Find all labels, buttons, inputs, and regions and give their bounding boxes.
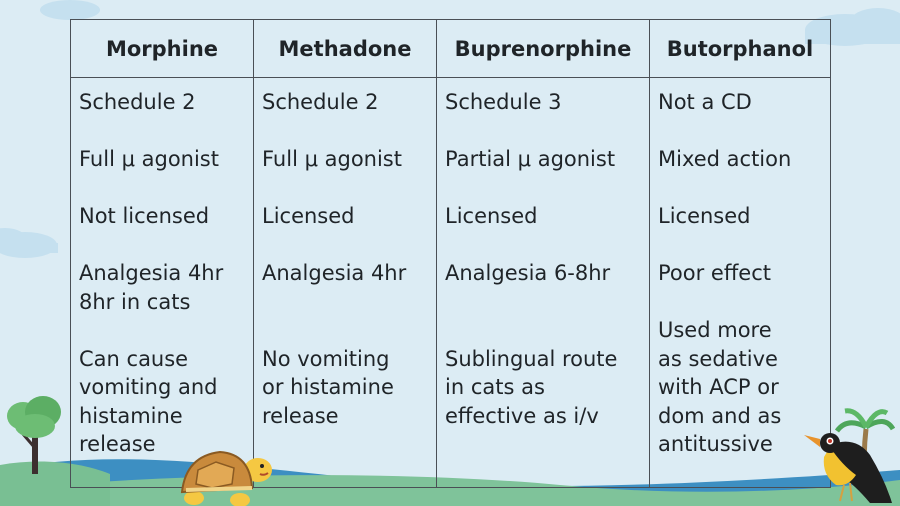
cell-text-line: Sublingual route xyxy=(445,346,618,371)
header-methadone: Methadone xyxy=(254,20,437,78)
cell-text-line: antitussive xyxy=(658,432,773,456)
cell-spacer xyxy=(262,459,436,488)
cell-spacer xyxy=(79,174,253,203)
cell-text-line: Analgesia 4hr xyxy=(79,261,224,285)
cell-text-line: Licensed xyxy=(658,204,751,228)
cell-text-line: release xyxy=(262,403,339,428)
cell-text-line: Partial μ agonist xyxy=(445,147,616,171)
cell-spacer xyxy=(262,430,436,459)
cell-morphine xyxy=(71,78,254,488)
cell-spacer xyxy=(79,117,253,146)
header-morphine: Morphine xyxy=(71,20,254,78)
cell-spacer xyxy=(262,288,436,317)
cell-text-line: 8hr in cats xyxy=(79,289,191,314)
cell-spacer xyxy=(445,288,649,317)
turtle-icon xyxy=(176,440,276,506)
opioid-comparison-table xyxy=(70,19,830,466)
cell-text-line: Full μ agonist xyxy=(79,147,219,171)
cell-spacer xyxy=(262,316,436,345)
cell-spacer xyxy=(445,231,649,260)
cell-text-line: Poor effect xyxy=(658,261,772,285)
cell-spacer xyxy=(445,459,649,488)
tree-icon xyxy=(5,388,65,476)
cell-text-line: vomiting and xyxy=(79,375,218,399)
body-row xyxy=(71,78,831,488)
cell-text-line: Analgesia 6-8hr xyxy=(445,261,611,285)
cell-spacer xyxy=(262,174,436,203)
cell-spacer xyxy=(445,316,649,345)
header-row xyxy=(71,20,831,78)
cell-text-line: Licensed xyxy=(262,204,355,228)
cell-text-line: dom and as xyxy=(658,403,782,428)
cell-text-line: Mixed action xyxy=(658,147,792,171)
cell-spacer xyxy=(445,174,649,203)
cell-text-line: Used more xyxy=(658,318,772,342)
cell-text-line: Schedule 2 xyxy=(79,90,196,114)
bird-icon xyxy=(800,425,895,506)
cell-text-line: Not a CD xyxy=(658,90,752,114)
cell-text-line: Full μ agonist xyxy=(262,147,402,171)
cell-spacer xyxy=(262,117,436,146)
cell-text-line: or histamine xyxy=(262,375,394,399)
cell-spacer xyxy=(445,430,649,459)
cell-text-line: Schedule 3 xyxy=(445,90,562,114)
cell-text-line: Can cause xyxy=(79,346,189,371)
cell-text-line: No vomiting xyxy=(262,346,390,371)
cell-text-line: in cats as xyxy=(445,375,545,399)
cell-methadone xyxy=(254,78,437,488)
cell-text-line: histamine xyxy=(79,403,183,428)
cell-text-line: with ACP or xyxy=(658,375,779,399)
cell-spacer xyxy=(79,231,253,260)
cell-spacer xyxy=(79,316,253,345)
header-buprenorphine: Buprenorphine xyxy=(437,20,650,78)
cell-text-line: Schedule 2 xyxy=(262,90,379,114)
cell-text-line: Not licensed xyxy=(79,204,210,228)
cell-spacer xyxy=(262,231,436,260)
cell-buprenorphine xyxy=(437,78,650,488)
cloud-icon xyxy=(40,0,100,20)
cell-spacer xyxy=(445,117,649,146)
cell-spacer xyxy=(658,174,830,203)
cell-spacer xyxy=(658,288,830,317)
cell-text-line: effective as i/v xyxy=(445,403,599,428)
cell-text-line: release xyxy=(79,432,156,456)
cell-spacer xyxy=(658,231,830,260)
cell-spacer xyxy=(658,117,830,146)
cloud-icon xyxy=(0,228,58,258)
cell-text-line: Analgesia 4hr xyxy=(262,261,407,285)
cell-text-line: Licensed xyxy=(445,204,538,228)
comparison-table xyxy=(70,19,831,488)
header-butorphanol: Butorphanol xyxy=(650,20,831,78)
cell-text-line: as sedative xyxy=(658,346,778,371)
